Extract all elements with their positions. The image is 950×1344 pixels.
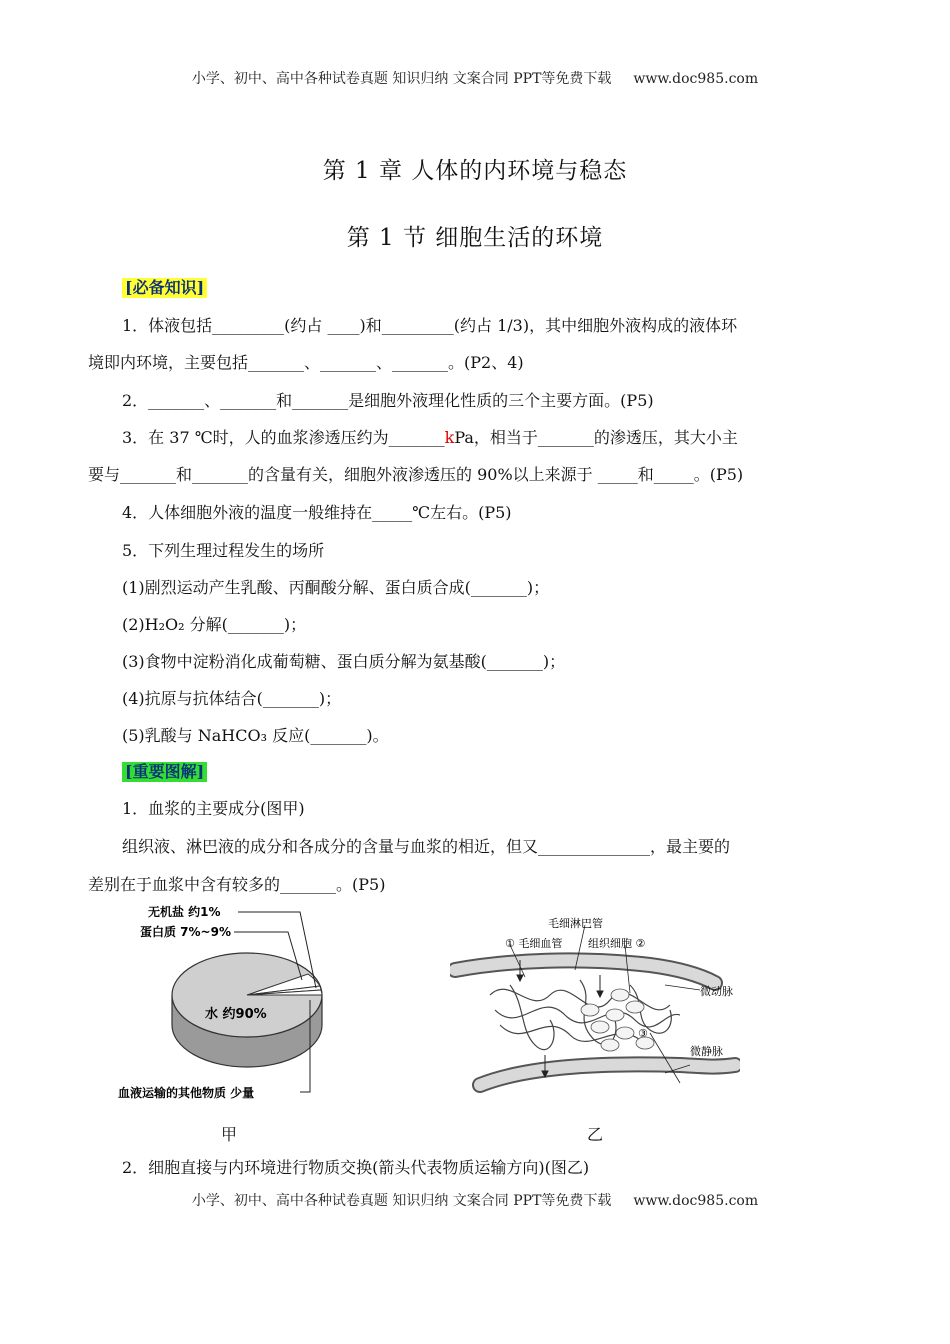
q5-4: (4)抗原与抗体结合(_______)； [122, 689, 342, 708]
page-header [0, 68, 950, 88]
label-water: 水 约90% [205, 1007, 267, 1022]
fig-desc-line2: 差别在于血浆中含有较多的_______。(P5) [88, 875, 386, 894]
pie-chart [110, 900, 340, 1110]
label-marker3: ③ [638, 1027, 648, 1040]
label-arteriole: 微动脉 [700, 985, 733, 998]
q3-line2: 要与_______和_______的含量有关，细胞外液渗透压的 90%以上来源于 _____和_____。(P5) [88, 465, 744, 484]
caption-jia: 甲 [221, 1125, 238, 1144]
q4: 4．人体细胞外液的温度一般维持在_____℃左右。(P5) [122, 503, 512, 522]
chapter-title: 第 1 章 人体的内环境与稳态 [322, 158, 628, 184]
q1-line2: 境即内环境，主要包括_______、_______、_______。(P2、4) [88, 353, 524, 372]
q5-3: (3)食物中淀粉消化成葡萄糖、蛋白质分解为氨基酸(_______)； [122, 652, 566, 671]
tag-key-figures: [重要图解] [122, 762, 207, 782]
q3-line1-b: Pa，相当于_______的渗透压，其大小主 [454, 428, 738, 447]
tissue-cells [581, 989, 654, 1051]
caption-yi: 乙 [587, 1125, 604, 1144]
label-protein: 蛋白质 7%~9% [140, 925, 231, 939]
label-lymph-capillary: 毛细淋巴管 [548, 917, 603, 930]
section-title: 第 1 节 细胞生活的环境 [346, 225, 604, 251]
page-footer [0, 1190, 950, 1210]
q5: 5．下列生理过程发生的场所 [122, 541, 325, 560]
q5-1: (1)剧烈运动产生乳酸、丙酮酸分解、蛋白质合成(_______)； [122, 578, 550, 597]
footer-text: 小学、初中、高中各种试卷真题 知识归纳 文案合同 PPT等免费下载 [191, 1193, 612, 1209]
label-blood-capillary: ① 毛细血管 [505, 937, 563, 950]
tag-must-know: [必备知识] [122, 278, 207, 298]
q3-line1-red: k [444, 428, 455, 447]
capillary-diagram [450, 915, 740, 1095]
footer-url[interactable]: www.doc985.com [633, 1193, 759, 1209]
fig-item1: 1．血浆的主要成分(图甲) [122, 799, 305, 818]
label-venule: 微静脉 [690, 1045, 723, 1058]
q1-line1: 1．体液包括_________(约占 ____)和_________(约占 1/3)，其中细胞外液构成的液体环 [122, 316, 738, 335]
fig-desc-line1: 组织液、淋巴液的成分和各成分的含量与血浆的相近，但又______________，最主要的 [122, 837, 731, 856]
q2: 2．_______、_______和_______是细胞外液理化性质的三个主要方面。(P5) [122, 391, 654, 410]
header-url[interactable]: www.doc985.com [633, 71, 759, 87]
q5-2: (2)H₂O₂ 分解(_______)； [122, 615, 307, 634]
label-tissue-cell: 组织细胞 ② [588, 937, 646, 950]
q3-line1 [122, 427, 868, 449]
q5-5: (5)乳酸与 NaHCO₃ 反应(_______)。 [122, 726, 389, 745]
label-other: 血液运输的其他物质 少量 [118, 1086, 255, 1100]
q3-line1-a: 3．在 37 ℃时，人的血浆渗透压约为_______ [122, 428, 445, 447]
label-salt: 无机盐 约1% [148, 905, 221, 919]
header-text: 小学、初中、高中各种试卷真题 知识归纳 文案合同 PPT等免费下载 [191, 71, 612, 87]
fig-item2: 2．细胞直接与内环境进行物质交换(箭头代表物质运输方向)(图乙) [122, 1158, 590, 1177]
